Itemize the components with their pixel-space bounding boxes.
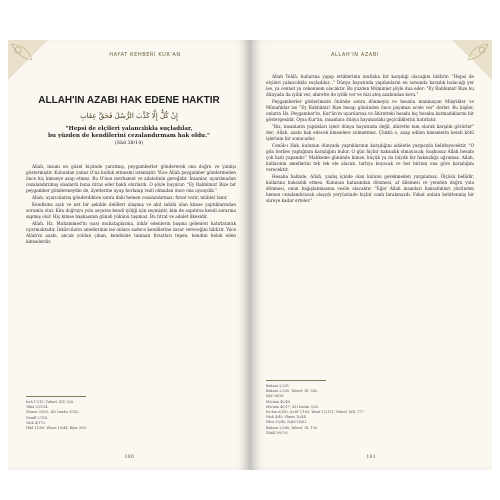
footnote: Zilzâl 99/7-8. [266, 430, 289, 435]
paragraph: Allah, insanı en güzel biçimde yaratmış, peygamberler göndererek ona doğru ve yanlışı göstermiştir. Kulundan yalnız O'na kulluk etmesini istemiştir. Yüce Allah peygamber göndermeden önce hiç kimseye azap etmez. Bu O'nun merhamet ve adaletinin gereğidir. İnsanlar, uyarılmadan cezalandırılmış olsalardı buna itiraz eder haklı olurlardı. O şöyle buyurur: "Ey Rabbimiz! Bize bir peygamber göndermeydin de, âyetlerine uyup horlanıp rezil olmadan önce ona uysaydık." [26, 164, 236, 193]
footnote: İsrâ 17/15; Taberî, XIV, 526. [26, 400, 75, 404]
open-book [8, 40, 492, 470]
quote-line: "Hepsi de elçileri yalancılıkla suçladılar, [65, 126, 193, 132]
footnote: Nisâ 4/173. [26, 420, 46, 425]
body-text [266, 74, 474, 205]
running-header: ALLAH'IN AZABI [330, 52, 380, 58]
footnote: Nemlî 27/16. [26, 415, 49, 420]
footnote: Nisâ 4/40; Yûnus 10/44. [266, 415, 307, 420]
quote-line: bu yüzden de kendilerini cezalandırmam hak oldu." [48, 133, 210, 139]
running-header: HAYAT REHBERİ KUR'AN [109, 52, 181, 58]
footnote: Fâtır 35/45; Nahl 16/61. [266, 420, 308, 425]
footnote: En'âm 6/160; A'râf 7/169; Yûsuf 12/111; Taberî, XIX, 177. [266, 410, 365, 415]
footnote-rule [26, 396, 86, 397]
paragraph: Cenâb-ı Hak, kulunun dünyada yaptıklarının karşılığını adaletle yargısıyla belirleyecektir. "O gün herkes yaptığının karşılığını bulur. O gün hiçbir haksızlık olmayacak; kuşkusuz Allah hesabı çok hızlı yapandır." Mahkeme gününde kimse, küçük ya da büyük bir haksızlığa uğramaz. Allah, kullarının amellerini tek tek ele alacak, tartıya koyacak ve her birinin ona göre karşılığını verecektir. [266, 143, 474, 172]
paragraph: "Biz, insanların yaptıkları işleri dünya hayatında değil, ahirette tam olarak karşılık görürler" der; Allah, azabı hak edecek kimselere zulmetmez. Çünkü o, azap edilen kimselerin kendi kötü işlerinin bir sonucudur. [266, 124, 474, 141]
paragraph: Allah Teâlâ, kullarına yapıp ettiklerinin mutlaka bir karşılığı olacağını bildirir: "Hepsi de elçileri yalancılıkla suçladılar..." Dünya hayatında yapılanların en sonunda karşılık bulacağı yer ise, ya cennet ya cehennem olacaktır. Bu yüzden Müminler şöyle dua eder: "Ey Rabbimiz! Bize bu dünyada da iyilik ver, ahirette de iyilik ver ve bizi ateş azabından koru." [266, 74, 474, 97]
chapter-title: ALLAH'IN AZABI HAK EDENE HAKTIR [38, 95, 220, 106]
page-number: 181 [366, 454, 376, 460]
footnote: Hûd 11/89; Yûnus 10/44; Rûm 30/9. [26, 426, 88, 431]
footnote: Sâd 38/16. [266, 394, 285, 399]
verse-translation [36, 126, 222, 147]
body-text [26, 164, 236, 246]
footnote: Bakara 2/201. [266, 384, 291, 388]
footnotes [266, 380, 474, 436]
footnote-rule [266, 380, 326, 381]
footnote: Zümer 39/53; Âl-i İmrân 3/182. [26, 410, 80, 415]
paragraph: Allah, Hz. Muhammed'in (sas) muhataplarına, inkâr edenlerin başına gelenleri hatırlatarak uyarmaktadır. İnkârcıların amellerinin ise onlara sadece kendilerine zarar vereceğini bildirir. Yüce Allah'ın azabı, ancak yoldan çıkan, kendisine tanınan fırsatları tepen, kendini helak eden kimselerdir. [26, 221, 236, 244]
left-page [8, 40, 250, 470]
page-number: 180 [124, 454, 134, 460]
footnote: Bakara 2/200; Taberî, III, 543. [266, 389, 319, 394]
right-page [250, 40, 492, 470]
arabic-verse: إِنْ كُلٌّ إِلَّا كَذَّبَ الرُّسُلَ فَحَقَّ عِقَابِ [80, 112, 178, 120]
paragraph: Hesaba halinde, Allah, yanlış içinde olan kulunu gerekmeden yargılamaz. Ölçüsü bellidir, kullarına haksızlık etmez. Kulunun hatasından dönmesi, af dilemesi ve yeniden doğru yola dönmesi, onun bağışlanmasına vesile olacaktır. "Eğer Allah insanları haksızlıkları yüzünden hemen cezalandıracak olsaydı yeryüzünde hiçbir canlı bırakmazdı. Fakat onlara belirlenmiş bir süreye kadar erteler." [266, 174, 474, 203]
paragraph: Allah, uyarıcılarını gönderdikten sonra dahi hemen cezalandırmaz; fırsat verir, mühlet tanır. [32, 195, 228, 200]
corner-ornament-icon [8, 40, 48, 80]
paragraph: Peygamberler gözlerimizin önünde sonra dönmeyiz ve hesaba inanmayan Müşrikler ve Münafıklar ise "Ey Rabbimiz! Bize hesap gününden önce payımızı acele ver" derler. Bu kişiler, onların Hz. Peygamber'in, Kur'ân'ın uyarılarına ve âhiretteki hesabı hiç hesaba katmadıklarını bir göstergesidir. Oysa Kur'ân, insanlara dünya hayatındaki geçiciliklerini hatırlatır. [266, 99, 474, 122]
footnote: Bakara 2/286; Taberî, III, 155. [266, 425, 319, 430]
footnote: Mü'min 40/17; Âl-i İmrân 3/25. [266, 404, 320, 409]
footnotes [26, 396, 236, 431]
footnote: Mü'min 40/40. [266, 399, 291, 404]
paragraph: Kendisine açık ve net bir şekilde delilleri ulaşmış ve akıl sahibi olan kimse yaptıklarından sorumlu olur. Kim doğruyu yolu seçerse kendi iyiliği için seçmiştir, kim de sapıtırsa kendi zararına sapmış olur. Hiç kimse başkasının günah yükünü taşımaz. Bu fıtrat ve adalet ilkesidir. [26, 202, 236, 219]
footnote: Tâhâ 20/134. [26, 405, 49, 410]
quote-source: (Sâd 38/14) [114, 141, 144, 146]
